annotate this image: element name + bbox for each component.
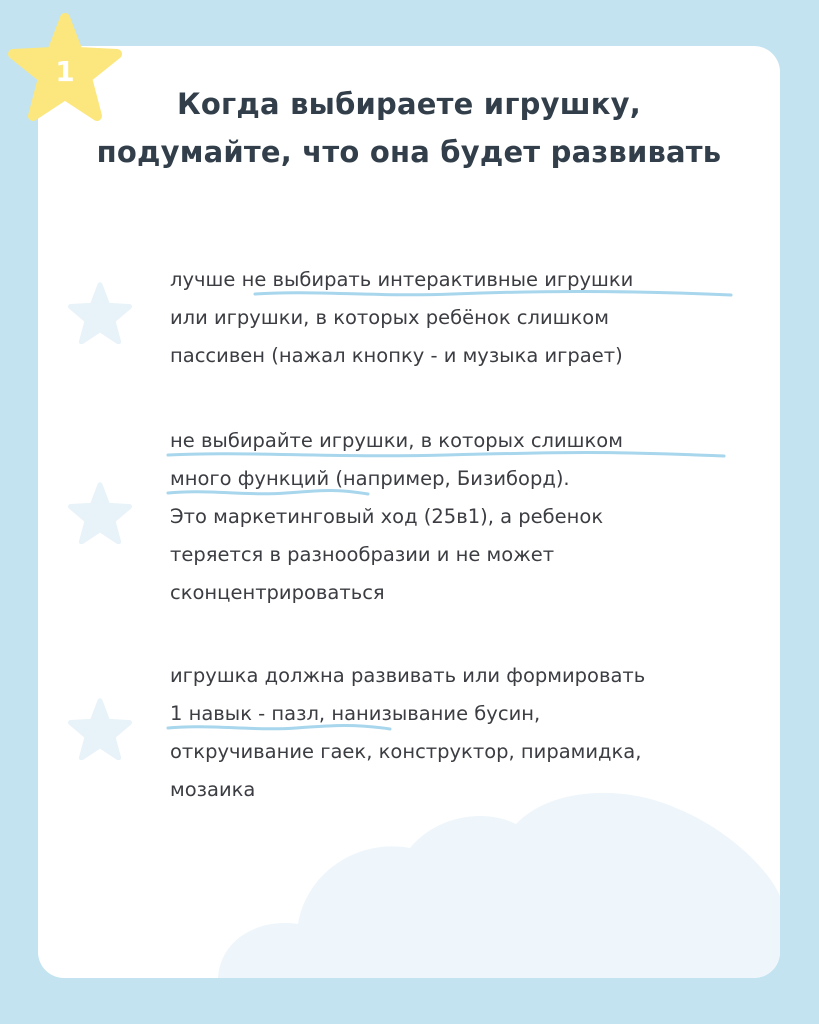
tip-3-line-2: 1 навык - пазл, нанизывание бусин, (170, 702, 541, 725)
tip-2-line-2: много функций (например, Бизиборд). (170, 467, 570, 490)
tip-item-1 (170, 261, 760, 375)
tip-2-line-5: сконцентрироваться (170, 581, 385, 604)
tip-1-line-1: лучше не выбирать интерактивные игрушки (170, 268, 634, 291)
content-card (38, 46, 780, 978)
tip-2-line-3: Это маркетинговый ход (25в1), а ребенок (170, 505, 604, 528)
star-icon (68, 282, 132, 344)
step-number: 1 (55, 54, 75, 88)
tip-3-line-1: игрушка должна развивать или формировать (170, 664, 646, 687)
title-line-1: Когда выбираете игрушку, (177, 87, 641, 121)
tip-1-line-2: или игрушки, в которых ребёнок слишком (170, 306, 609, 329)
underline-wave (166, 722, 392, 734)
tip-2-line-1: не выбирайте игрушки, в которых слишком (170, 429, 623, 452)
tip-2-line-4: теряется в разнообразии и не может (170, 543, 555, 566)
title-line-2: подумайте, что она будет развивать (96, 135, 722, 169)
underline-wave (166, 449, 726, 461)
star-icon (68, 698, 132, 760)
star-icon (68, 482, 132, 544)
underline-wave (253, 288, 733, 300)
underline-wave (166, 487, 370, 499)
tip-1-line-3: пассивен (нажал кнопку - и музыка играет) (170, 344, 623, 367)
tip-3-line-3: откручивание гаек, конструктор, пирамидка, (170, 740, 642, 763)
tip-3-line-4: мозаика (170, 778, 256, 801)
page-title (38, 80, 780, 176)
